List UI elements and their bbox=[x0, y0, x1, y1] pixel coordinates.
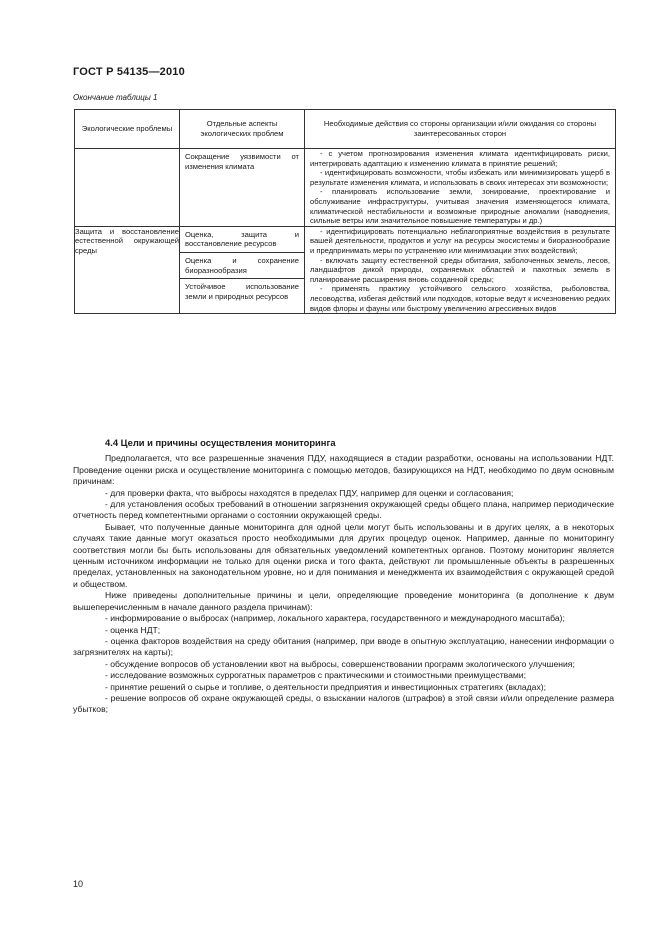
paragraph: Бывает, что полученные данные мониторинга для одной цели могут быть использованы и в других целях, а в некоторых случаях такие данные могут оказаться просто необходимыми для других процедур оценок. Например, данные по мониторингу соответствия могли бы быть использованы для обязательных уведомлений компетентных органов. Поэтому мониторинг является ценным источником информации не только для оценки риска и того факта, действуют ли промышленные объекты в разрешенных пределах, установленных на законодательном уровне, но и для понимания и менеджмента их взаимодействия с окружающей средой и обществом. bbox=[73, 521, 614, 589]
aspect-item: Сокращение уязвимости от изменения климата bbox=[185, 152, 299, 171]
actions-cell bbox=[305, 226, 616, 313]
paragraph: - для проверки факта, что выбросы находятся в пределах ПДУ, например для оценки и согласования; bbox=[105, 487, 514, 498]
aspect-item: Устойчивое использование земли и природных ресурсов bbox=[185, 282, 299, 301]
aspect-item: Оценка, защита и восстановление ресурсов bbox=[180, 227, 304, 253]
action-item: - идентифицировать возможности, чтобы избежать или минимизировать ущерб в результате изменения климата, и использовать в своих интересах эти возможности; bbox=[310, 168, 610, 187]
action-item: - включать защиту естественной среды обитания, заболоченных земель, лесов, ландшафтов дикой природы, охраняемых областей и пахотных земель в планирование расширения вновь созданной среды; bbox=[310, 255, 610, 284]
section-heading: 4.4 Цели и причины осуществления мониторинга bbox=[105, 437, 336, 448]
paragraph: - информирование о выбросах (например, локального характера, государственного и международного масштаба); bbox=[105, 613, 565, 624]
paragraph: - для установления особых требований в отношении загрязнения окружающей среды общего плана, например периодические отчетность перед компетентными органами о состоянии окружающей среды. bbox=[73, 499, 614, 521]
paragraph: - решение вопросов об охране окружающей среды, о взыскании налогов (штрафов) в этой связи и/или определение размера убытков; bbox=[73, 692, 614, 715]
paragraph: Предполагается, что все разрешенные значения ПДУ, находящиеся в стадии разработки, основаны на использовании НДТ. Проведение оценки риска и осуществление мониторинга с помощью методов, базирующихся на НДТ, необходимо по двум основным причинам: bbox=[73, 453, 614, 487]
column-header: Отдельные аспекты экологических проблем bbox=[180, 110, 305, 149]
table-header-row bbox=[75, 110, 616, 149]
aspect-item: Оценка и сохранение биоразнообразия bbox=[180, 253, 304, 279]
page-number: 10 bbox=[73, 879, 84, 889]
paragraph: Ниже приведены дополнительные причины и цели, определяющие проведение мониторинга (в дополнение к двум вышеперечисленным в начале данного раздела причинам): bbox=[73, 590, 614, 612]
actions-cell bbox=[305, 149, 616, 227]
problem-cell: Защита и восстановление естественной окружающей среды bbox=[75, 226, 180, 313]
column-header: Необходимые действия со стороны организации и/или ожидания со стороны заинтересованных сторон bbox=[305, 110, 616, 149]
action-item: - идентифицировать потенциально неблагоприятные воздействия в результате вашей деятельности, продуктов и услуг на ресурсы экосистемы и биоразнообразие и предпринимать меры по устранению или минимизации этих воздействий; bbox=[310, 226, 610, 255]
table-row bbox=[75, 226, 616, 313]
table-caption: Окончание таблицы 1 bbox=[73, 93, 158, 102]
section-4-4 bbox=[73, 437, 614, 716]
paragraph: - обсуждение вопросов об установлении квот на выбросы, совершенствовании программ экологического улучшения; bbox=[105, 658, 575, 669]
action-item: - применять практику устойчивого сельского хозяйства, рыболовства, лесоводства, избегая действий или подходов, которые ведут к исчезновению редких видов флоры и фауны или быстрому увеличению агрессивных видов bbox=[310, 284, 610, 313]
aspects-cell bbox=[180, 149, 305, 227]
problem-cell bbox=[75, 149, 180, 227]
aspects-cell bbox=[180, 226, 305, 313]
paragraph: - оценка факторов воздействия на среду обитания (например, при вводе в опытную эксплуатацию, нанесении информации о загрязнителях на карты); bbox=[73, 635, 614, 658]
column-header: Экологические проблемы bbox=[75, 110, 180, 149]
paragraph: - исследование возможных суррогатных параметров с практическими и стоимостными преимуществами; bbox=[105, 670, 526, 681]
action-item: - планировать использование земли, зонирование, проектирование и обслуживание инфраструктуры, учитывая значения изменяющегося климата, климатической нестабильности и возможные природные аномалии (наводнения, сильные ветры или значительное повышение температуры и др.) bbox=[310, 187, 610, 226]
action-item: - с учетом прогнозирования изменения климата идентифицировать риски, интегрировать адаптацию к изменению климата в принятие решений; bbox=[310, 149, 610, 168]
paragraph: - оценка НДТ; bbox=[105, 624, 161, 635]
table-1 bbox=[74, 109, 616, 314]
table-row bbox=[75, 149, 616, 227]
paragraph: - принятие решений о сырье и топливе, о деятельности предприятия и инвестиционных стратегиях (вкладах); bbox=[105, 681, 546, 692]
document-header: ГОСТ Р 54135—2010 bbox=[73, 66, 185, 78]
